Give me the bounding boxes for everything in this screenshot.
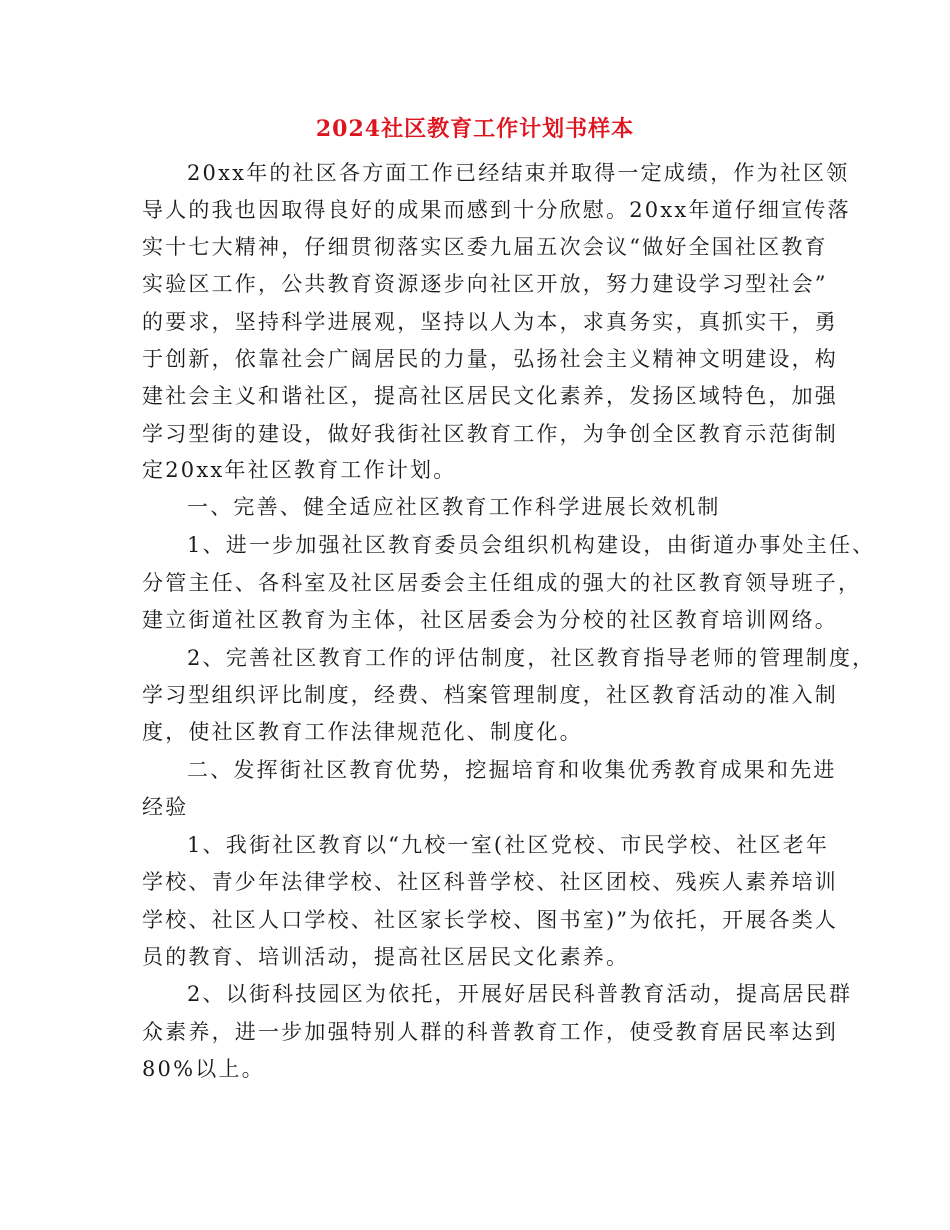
paragraph-line: 1、进一步加强社区教育委员会组织机构建设，由街道办事处主任、 [187,533,876,557]
document-title: 2024社区教育工作计划书样本 [315,116,635,142]
paragraph-line: 学校、社区人口学校、社区家长学校、图书室)”为依托，开展各类人 [142,908,839,932]
paragraph-line: 度，使社区教育工作法律规范化、制度化。 [142,720,583,744]
section-heading: 一、完善、健全适应社区教育工作科学进展长效机制 [187,495,721,519]
paragraph-line: 于创新，依靠社会广阔居民的力量，弘扬社会主义精神文明建设，构 [142,347,838,371]
paragraph-line: 实验区工作，公共教育资源逐步向社区开放，努力建设学习型社会” [142,272,828,296]
paragraph-line: 定20xx年社区教育工作计划。 [142,458,457,482]
paragraph-line: 2、以街科技园区为依托，开展好居民科普教育活动，提高居民群 [187,982,853,1006]
paragraph-line: 20xx年的社区各方面工作已经结束并取得一定成绩，作为社区领 [187,161,850,185]
paragraph-line: 众素养，进一步加强特别人群的科普教育工作，使受教育居民率达到 [142,1020,838,1044]
paragraph-line: 实十七大精神，仔细贯彻落实区委九届五次会议“做好全国社区教育 [142,235,828,259]
paragraph-line: 员的教育、培训活动，提高社区居民文化素养。 [142,945,630,969]
paragraph-line: 2、完善社区教育工作的评估制度，社区教育指导老师的管理制度， [187,646,876,670]
paragraph-line: 导人的我也因取得良好的成果而感到十分欣慰。20xx年道仔细宣传落 [142,198,851,222]
paragraph-line: 学校、青少年法律学校、社区科普学校、社区团校、残疾人素养培训 [142,870,838,894]
section-heading: 经验 [142,795,189,819]
paragraph-line: 建社会主义和谐社区，提高社区居民文化素养，发扬区域特色，加强 [142,384,838,408]
paragraph-line: 分管主任、各科室及社区居委会主任组成的强大的社区教育领导班子， [142,571,862,595]
paragraph-line: 学习型街的建设，做好我街社区教育工作，为争创全区教育示范街制 [142,422,838,446]
paragraph-line: 的要求，坚持科学进展观，坚持以人为本，求真务实，真抓实干，勇 [142,310,838,334]
paragraph-line: 建立街道社区教育为主体，社区居委会为分校的社区教育培训网络。 [142,608,838,632]
paragraph-line: 80%以上。 [142,1057,265,1081]
paragraph-line: 学习型组织评比制度，经费、档案管理制度，社区教育活动的准入制 [142,683,838,707]
paragraph-line: 1、我街社区教育以“九校一室(社区党校、市民学校、社区老年 [187,833,830,857]
section-heading: 二、发挥街社区教育优势，挖掘培育和收集优秀教育成果和先进 [187,758,837,782]
